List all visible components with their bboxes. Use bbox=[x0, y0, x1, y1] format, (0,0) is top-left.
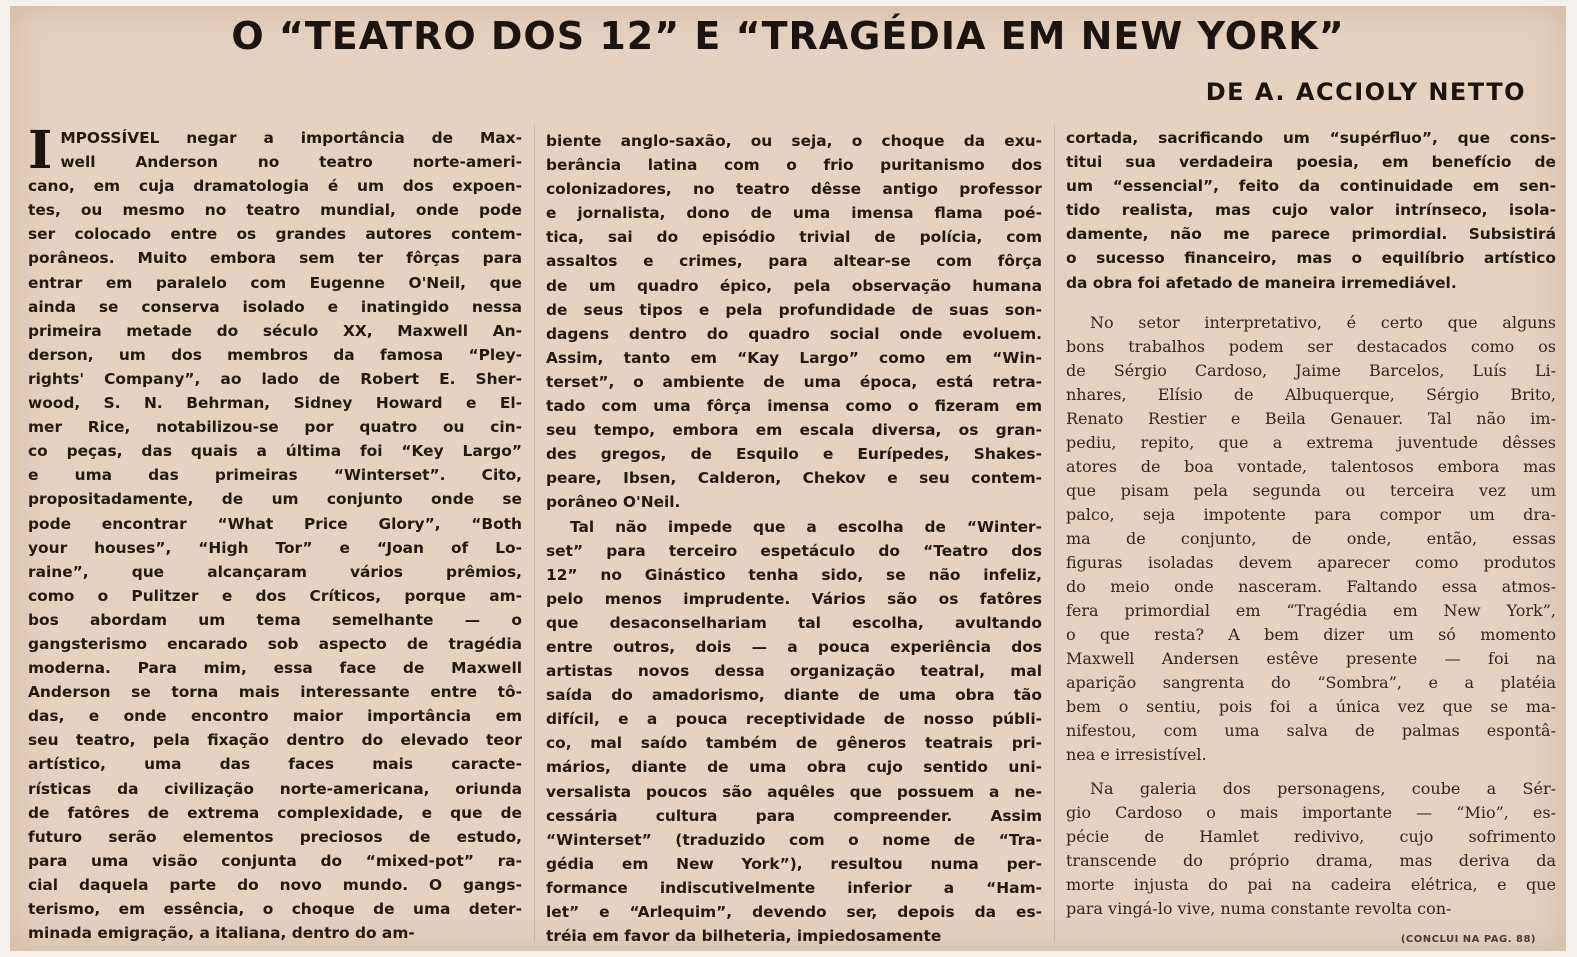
text-line: Anderson se torna mais interessante entre tô- bbox=[28, 683, 522, 702]
text-line: tado com uma fôrça imensa como o fizeram em bbox=[546, 397, 1042, 416]
text-line: ser colocado entre os grandes autores contem- bbox=[28, 225, 522, 244]
text-line: nhares, Elísio de Albuquerque, Sérgio Brito, bbox=[1066, 384, 1556, 404]
text-line: wood, S. N. Behrman, Sidney Howard e El- bbox=[28, 394, 522, 413]
column-3-paragraph-3 bbox=[1066, 777, 1556, 921]
text-line: palco, seja impotente para compor um dra- bbox=[1066, 504, 1556, 524]
text-line: terset”, o ambiente de uma época, está retra- bbox=[546, 372, 1042, 391]
text-line: rísticas da civilização norte-americana, oriunda bbox=[28, 779, 522, 798]
continuation-note: (CONCLUI NA PAG. 88) bbox=[1400, 934, 1536, 945]
text-line: pelo menos imprudente. Vários são os fatôres bbox=[546, 589, 1042, 608]
text-line: seu teatro, pela fixação dentro do elevado teor bbox=[28, 731, 522, 750]
column-1-text bbox=[28, 120, 522, 945]
article-column-3 bbox=[1066, 126, 1556, 921]
text-line: o que resta? A bem dizer um só momento bbox=[1066, 624, 1556, 644]
text-line: para uma visão conjunta do “mixed-pot” ra- bbox=[28, 851, 522, 870]
text-line: propositadamente, de um conjunto onde se bbox=[28, 490, 522, 509]
text-line: tica, sai do episódio trivial de polícia, com bbox=[546, 228, 1042, 247]
text-line: das, e onde encontro maior importância em bbox=[28, 707, 522, 726]
text-line: well Anderson no teatro norte-ameri- bbox=[60, 153, 522, 172]
text-line: entrar em paralelo com Eugenne O'Neil, que bbox=[28, 273, 522, 292]
text-line: cessária cultura para compreender. Assim bbox=[546, 806, 1042, 825]
text-line: tes, ou mesmo no teatro mundial, onde pode bbox=[28, 201, 522, 220]
text-line: tido realista, mas cujo valor intrínseco, isola- bbox=[1066, 201, 1556, 220]
text-line: co, mal saído também de gêneros teatrais pri- bbox=[546, 734, 1042, 753]
text-line: your houses”, “High Tor” e “Joan of Lo- bbox=[28, 538, 522, 557]
text-line: berância latina com o frio puritanismo dos bbox=[546, 156, 1042, 175]
text-line: primeira metade do século XX, Maxwell An- bbox=[28, 321, 522, 340]
text-line: de Sérgio Cardoso, Jaime Barcelos, Luís Li- bbox=[1066, 360, 1556, 380]
text-line: versalista poucos são aquêles que possuem a ne- bbox=[546, 782, 1042, 801]
text-line: ainda se conserva isolado e inatingido nessa bbox=[28, 297, 522, 316]
text-line: de fatôres de extrema complexidade, e que de bbox=[28, 803, 522, 822]
text-line: biente anglo-saxão, ou seja, o choque da exu- bbox=[546, 132, 1042, 150]
text-line: formance indiscutivelmente inferior a “Ham- bbox=[546, 878, 1042, 897]
text-line: pediu, repito, que a extrema juventude dêsses bbox=[1066, 432, 1556, 452]
drop-cap: I bbox=[28, 120, 53, 181]
text-line: porâneos. Muito embora sem ter fôrças para bbox=[28, 249, 522, 268]
text-line: ma de conjunto, de onde, então, essas bbox=[1066, 528, 1556, 548]
column-3-paragraph-1 bbox=[1066, 126, 1556, 295]
byline: DE A. ACCIOLY NETTO bbox=[1205, 78, 1526, 106]
newspaper-clipping bbox=[10, 6, 1566, 951]
text-line: como o Pulitzer e dos Críticos, porque am- bbox=[28, 586, 522, 605]
text-line: pode encontrar “What Price Glory”, “Both bbox=[28, 514, 522, 533]
text-line: “Winterset” (traduzido com o nome de “Tra- bbox=[546, 830, 1042, 849]
text-line: figuras isoladas devem aparecer como produtos bbox=[1066, 552, 1556, 572]
text-line: titui sua verdadeira poesia, em benefício de bbox=[1066, 153, 1556, 172]
text-line: raine”, que alcançaram vários prêmios, bbox=[28, 562, 522, 581]
text-line: um “essencial”, feito da continuidade em sen- bbox=[1066, 177, 1556, 196]
text-line: difícil, e a pouca receptividade de nosso públi- bbox=[546, 710, 1042, 729]
text-line: artistas novos dessa organização teatral, mal bbox=[546, 662, 1042, 681]
text-line: nifestou, com uma salva de palmas espontâ- bbox=[1066, 720, 1556, 740]
text-line: des gregos, de Esquilo e Eurípedes, Shakes- bbox=[546, 445, 1042, 464]
column-2-paragraph-2 bbox=[546, 515, 1042, 949]
text-line: da obra foi afetado de maneira irremediável. bbox=[1066, 273, 1457, 292]
text-line: saída do amadorismo, diante de uma obra tão bbox=[546, 686, 1042, 705]
text-line: MPOSSÍVEL negar a importância de Max- bbox=[60, 129, 522, 147]
text-line: Na galeria dos personagens, coube a Sér- bbox=[1090, 778, 1556, 798]
text-line: do meio onde nasceram. Faltando essa atmos- bbox=[1066, 576, 1556, 596]
column-divider bbox=[534, 124, 535, 941]
text-line: bem o sentiu, pois foi a única vez que se ma- bbox=[1066, 696, 1556, 716]
text-line: pécie de Hamlet redivivo, cujo sofrimento bbox=[1066, 826, 1556, 846]
text-line: atores de boa vontade, talentosos embora mas bbox=[1066, 456, 1556, 476]
text-line: peare, Ibsen, Calderon, Chekov e seu contem- bbox=[546, 469, 1042, 488]
text-line: bos abordam um tema semelhante — o bbox=[28, 610, 522, 629]
text-line: bons trabalhos podem ser destacados como os bbox=[1066, 336, 1556, 356]
text-line: que desaconselhariam tal escolha, avultando bbox=[546, 613, 1042, 632]
text-line: e uma das primeiras “Winterset”. Cito, bbox=[28, 466, 522, 485]
text-line: artístico, uma das faces mais caracte- bbox=[28, 755, 522, 774]
column-divider bbox=[1054, 124, 1055, 941]
text-line: o sucesso financeiro, mas o equilíbrio artístico bbox=[1066, 249, 1556, 268]
text-line: terismo, em essência, o choque de uma deter- bbox=[28, 900, 522, 918]
text-line: gangsterismo encarado sob aspecto de tragédia bbox=[28, 634, 522, 653]
text-line: porâneo O'Neil. bbox=[546, 493, 681, 512]
text-line: transcende do próprio drama, mas deriva da bbox=[1066, 850, 1556, 870]
text-line: set” para terceiro espetáculo do “Teatro dos bbox=[546, 541, 1042, 560]
text-line: colonizadores, no teatro dêsse antigo professor bbox=[546, 180, 1042, 199]
text-line: de um quadro épico, pela observação humana bbox=[546, 276, 1042, 295]
text-line: cano, em cuja dramatologia é um dos expoen- bbox=[28, 177, 522, 196]
article-column-1 bbox=[28, 120, 522, 945]
text-line: aparição sangrenta do “Sombra”, e a platéia bbox=[1066, 672, 1556, 692]
text-line: cortada, sacrificando um “supérfluo”, que cons- bbox=[1066, 129, 1556, 147]
text-line: moderna. Para mim, essa face de Maxwell bbox=[28, 659, 522, 678]
text-line: co peças, das quais a última foi “Key Largo” bbox=[28, 442, 522, 461]
text-line: e jornalista, dono de uma imensa flama poé- bbox=[546, 204, 1042, 223]
text-line: cial daquela parte do novo mundo. O gangs- bbox=[28, 875, 522, 894]
text-line: rights' Company”, ao lado de Robert E. Sher- bbox=[28, 369, 522, 388]
text-line: que pisam pela segunda ou terceira vez um bbox=[1066, 480, 1556, 500]
text-line: futuro serão elementos preciosos de estudo, bbox=[28, 827, 522, 846]
text-line: Maxwell Andersen estêve presente — foi na bbox=[1066, 648, 1556, 668]
article-column-2 bbox=[546, 129, 1042, 948]
text-line: nea e irresistível. bbox=[1066, 744, 1207, 764]
text-line: Tal não impede que a escolha de “Winter- bbox=[570, 517, 1042, 536]
text-line: mários, diante de uma obra cujo sentido uni- bbox=[546, 758, 1042, 777]
text-line: let” e “Arlequim”, devendo ser, depois da es- bbox=[546, 903, 1042, 921]
text-line: derson, um dos membros da famosa “Pley- bbox=[28, 345, 522, 364]
text-line: Assim, tanto em “Kay Largo” como em “Win- bbox=[546, 348, 1042, 367]
text-line: damente, não me parece primordial. Subsistirá bbox=[1066, 225, 1556, 244]
text-line: de seus tipos e pela profundidade de suas son- bbox=[546, 300, 1042, 319]
text-line: entre outros, dois — a pouca experiência dos bbox=[546, 637, 1042, 656]
text-line: Renato Restier e Beila Genauer. Tal não im- bbox=[1066, 408, 1556, 428]
text-line: tréia em favor da bilheteria, impiedosamente bbox=[546, 927, 942, 946]
column-2-paragraph-1 bbox=[546, 129, 1042, 515]
text-line: 12” no Ginástico tenha sido, se não infeliz, bbox=[546, 565, 1042, 584]
text-line: seu tempo, embora em escala diversa, os gran- bbox=[546, 421, 1042, 440]
text-line: dagens dentro do quadro social onde evoluem. bbox=[546, 324, 1042, 343]
text-line: gio Cardoso o mais importante — “Mio”, es- bbox=[1066, 802, 1556, 822]
text-line: gédia em New York”), resultou numa per- bbox=[546, 854, 1042, 873]
column-3-paragraph-2 bbox=[1066, 311, 1556, 767]
text-line: assaltos e crimes, para altear-se com fôrça bbox=[546, 252, 1042, 271]
text-line: mer Rice, notabilizou-se por quatro ou cin- bbox=[28, 418, 522, 437]
text-line: para vingá-lo vive, numa constante revolta con- bbox=[1066, 898, 1452, 918]
text-line: morte injusta do pai na cadeira elétrica, e que bbox=[1066, 874, 1556, 894]
text-line: No setor interpretativo, é certo que alguns bbox=[1090, 312, 1556, 332]
text-line: fera primordial em “Tragédia em New York”, bbox=[1066, 600, 1556, 620]
headline: O “TEATRO DOS 12” E “TRAGÉDIA EM NEW YORK” bbox=[231, 14, 1345, 58]
text-line: minada emigração, a italiana, dentro do am- bbox=[28, 924, 415, 943]
